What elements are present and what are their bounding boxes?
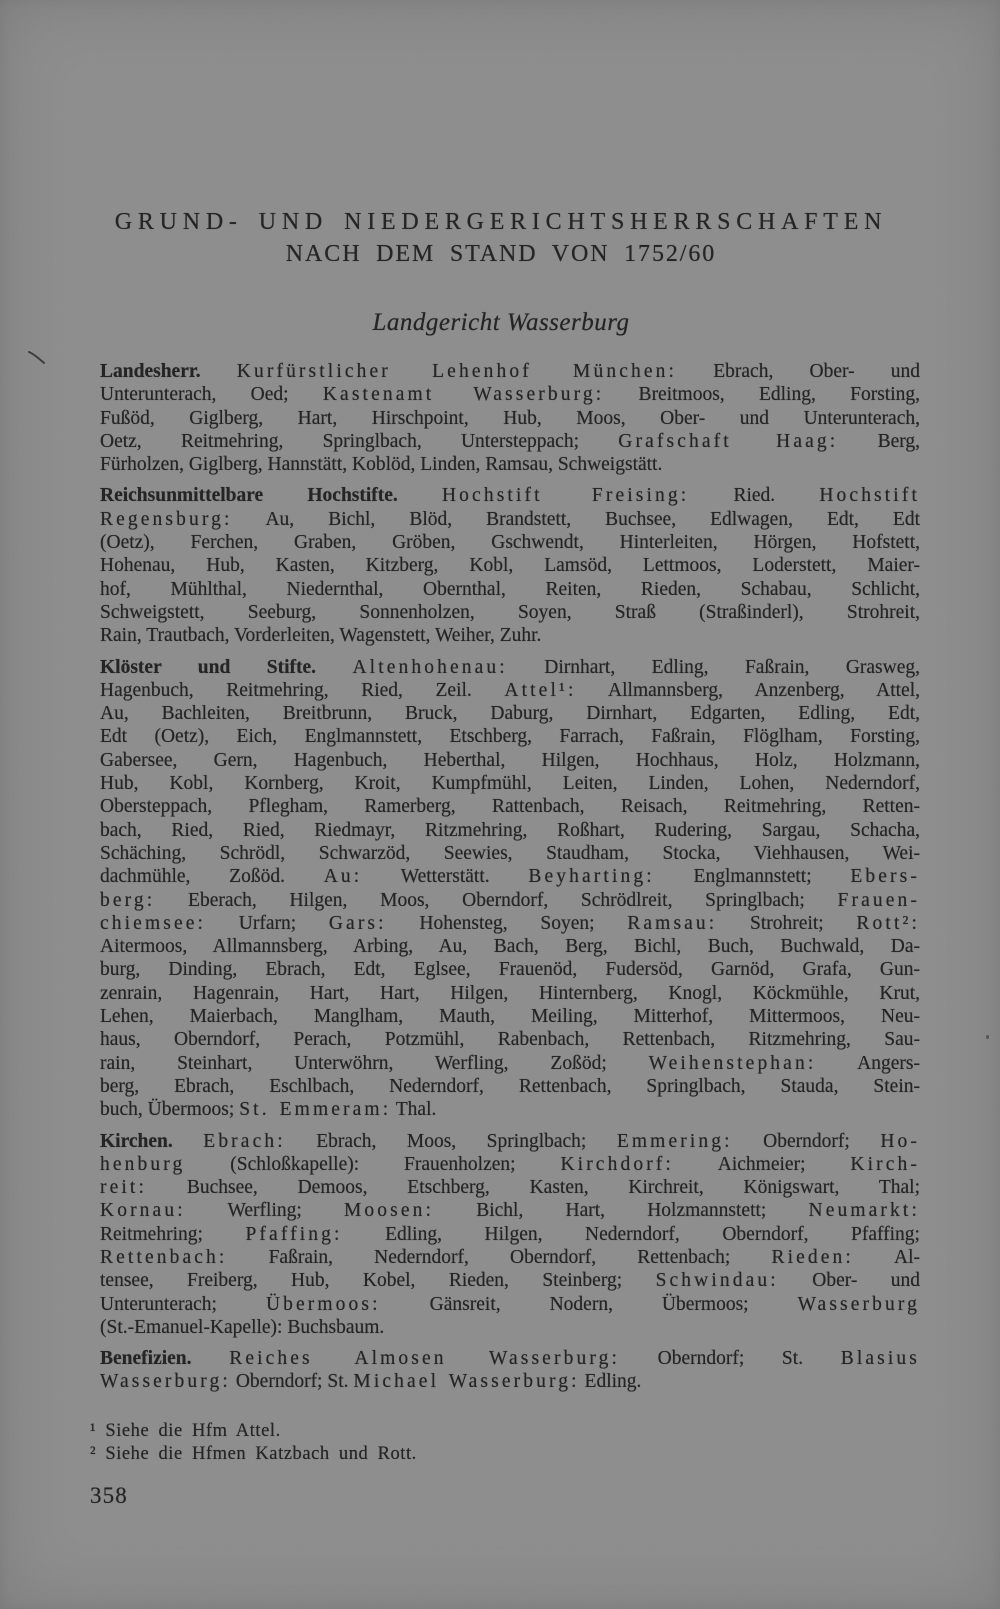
- text-segment: Wetterstätt.: [362, 866, 529, 888]
- text-segment: Au, Bichl, Blöd, Brandstett, Buchsee, Edlwagen, Edt, Edt: [232, 508, 920, 530]
- text-line: [100, 1028, 920, 1051]
- text-segment: Allmannsberg, Anzenberg, Attel,: [576, 679, 921, 701]
- text-segment: Reiches Almosen Wasserburg:: [229, 1348, 620, 1370]
- text-segment: Thal.: [391, 1099, 437, 1121]
- text-line: [100, 1153, 920, 1176]
- text-segment: Hub, Kobl, Kornberg, Kroit, Kumpfmühl, Leiten, Linden, Lohen, Nederndorf,: [100, 773, 920, 795]
- text-segment: Reichsunmittelbare Hochstifte.: [100, 485, 398, 507]
- section-title: Landgericht Wasserburg: [372, 309, 630, 336]
- text-segment: Hagenbuch, Reitmehring, Ried, Zeil.: [100, 679, 505, 701]
- text-segment: Kornau:: [100, 1200, 186, 1222]
- text-segment: Gänsreit, Nodern, Übermoos;: [380, 1293, 798, 1315]
- text-segment: berg:: [100, 889, 156, 911]
- text-line: [100, 912, 920, 935]
- text-line: [100, 554, 920, 577]
- text-segment: berg, Ebrach, Eschlbach, Nederndorf, Rettenbach, Springlbach, Stauda, Stein-: [100, 1075, 920, 1097]
- text-segment: chiemsee:: [100, 912, 207, 934]
- text-segment: Au, Bachleiten, Breitbrunn, Bruck, Daburg, Dirnhart, Edgarten, Edling, Edt,: [100, 703, 920, 725]
- text-line: [100, 531, 920, 554]
- text-segment: hof, Mühlthal, Niedernthal, Obernthal, Reiten, Rieden, Schabau, Schlicht,: [100, 578, 920, 600]
- text-segment: Buchsee, Demoos, Etschberg, Kasten, Kirchreit, Königswart, Thal;: [147, 1177, 920, 1199]
- text-line: [100, 656, 920, 679]
- text-segment: Hochstift: [819, 485, 920, 507]
- paragraph-benefizien: [100, 1347, 920, 1394]
- footnotes: [90, 1420, 920, 1466]
- text-segment: Wasserburg: [797, 1293, 920, 1315]
- text-segment: Obersteppach, Pflegham, Ramerberg, Rattenbach, Reisach, Reitmehring, Retten-: [100, 796, 920, 818]
- footnote: ² Siehe die Hfmen Katzbach und Rott.: [90, 1443, 417, 1464]
- text-segment: Werfling;: [185, 1200, 344, 1222]
- text-segment: Bichl, Hart, Holzmannstett;: [434, 1200, 809, 1222]
- text-line: [100, 1269, 920, 1292]
- text-segment: Reitmehring;: [100, 1223, 246, 1245]
- text-segment: Blasius: [840, 1348, 920, 1370]
- chapter-title-line-1: GRUND- UND NIEDERGERICHTSHERRSCHAFTEN: [114, 209, 888, 235]
- text-line: [100, 453, 920, 476]
- text-line: [100, 772, 920, 795]
- text-segment: Strohreit;: [717, 912, 857, 934]
- text-line: [100, 1370, 920, 1393]
- text-line: [100, 1005, 920, 1028]
- text-segment: (Schloßkapelle): Frauenholzen;: [185, 1153, 561, 1175]
- text-segment: Lehen, Maierbach, Manglham, Mauth, Meiling, Mitterhof, Mittermoos, Neu-: [100, 1006, 920, 1028]
- text-segment: Hohenau, Hub, Kasten, Kitzberg, Kobl, Lamsöd, Lettmoos, Loderstett, Maier-: [100, 555, 920, 577]
- text-line: [100, 624, 920, 647]
- text-segment: Moosen:: [343, 1200, 435, 1222]
- text-segment: [201, 361, 237, 382]
- body-text: [100, 360, 920, 1394]
- text-line: [100, 360, 920, 383]
- text-segment: Schweigstett, Seeburg, Sonnenholzen, Soyen, Straß (Straßinderl), Strohreit,: [100, 601, 920, 623]
- text-line: [100, 430, 920, 453]
- text-line: [100, 749, 920, 772]
- text-segment: Urfarn;: [206, 912, 329, 934]
- text-segment: Berg,: [838, 430, 920, 452]
- text-segment: zenrain, Hagenrain, Hart, Hart, Hilgen, Hinternberg, Knogl, Köckmühle, Krut,: [100, 982, 920, 1004]
- text-segment: burg, Dinding, Ebrach, Edt, Eglsee, Frauenöd, Fudersöd, Garnöd, Grafa, Gun-: [100, 959, 920, 981]
- text-segment: reit:: [100, 1177, 148, 1199]
- text-line: [100, 725, 920, 748]
- text-segment: St. Emmeram:: [239, 1099, 392, 1121]
- text-segment: Rain, Trautbach, Vorderleiten, Wagenstett, Weiher, Zuhr.: [100, 625, 542, 647]
- text-segment: Übermoos:: [265, 1293, 381, 1315]
- paragraph-kirchen: [100, 1130, 920, 1340]
- text-line: [100, 1075, 920, 1098]
- text-segment: Edling, Hilgen, Nederndorf, Oberndorf, Pfaffing;: [342, 1223, 920, 1245]
- text-segment: Al-: [853, 1246, 920, 1268]
- text-segment: Ried.: [689, 485, 820, 507]
- text-segment: [173, 1131, 204, 1152]
- text-segment: Unterunterach;: [100, 1293, 266, 1315]
- text-segment: Gars:: [328, 912, 387, 934]
- pen-mark: [27, 350, 49, 366]
- text-line: [100, 484, 920, 507]
- text-segment: (St.-Emanuel-Kapelle): Buchsbaum.: [100, 1316, 385, 1338]
- text-line: [100, 1223, 920, 1246]
- text-segment: Altenhohenau:: [352, 656, 508, 678]
- text-segment: Ebrach:: [203, 1130, 286, 1152]
- text-segment: Fürholzen, Giglberg, Hannstätt, Koblöd, Linden, Ramsau, Schweigstätt.: [100, 454, 663, 476]
- text-line: [100, 819, 920, 842]
- text-segment: Hochstift Freising:: [441, 485, 690, 507]
- text-segment: Aitermoos, Allmannsberg, Arbing, Au, Bach, Berg, Bichl, Buch, Buchwald, Da-: [100, 936, 920, 958]
- text-segment: Attel¹:: [504, 679, 577, 701]
- text-line: [100, 889, 920, 912]
- text-segment: Schwindau:: [655, 1270, 779, 1292]
- text-line: [100, 601, 920, 624]
- text-segment: Hohensteg, Soyen;: [386, 912, 628, 934]
- text-line: [100, 1316, 920, 1339]
- text-segment: Benefizien.: [100, 1348, 192, 1370]
- text-segment: Frauen-: [837, 889, 920, 911]
- text-segment: Eberach, Hilgen, Moos, Oberndorf, Schrödlreit, Springlbach;: [155, 889, 838, 911]
- text-line: [100, 1130, 920, 1153]
- text-line: [100, 1176, 920, 1199]
- paragraph-landesherr: [100, 360, 920, 476]
- text-line: [100, 1347, 920, 1370]
- text-segment: Edt (Oetz), Eich, Englmannstett, Etschberg, Farrach, Faßrain, Flöglham, Forsting,: [100, 726, 920, 748]
- text-segment: tensee, Freiberg, Hub, Kobel, Rieden, Steinberg;: [100, 1270, 656, 1292]
- text-segment: Faßrain, Nederndorf, Oberndorf, Rettenbach;: [227, 1246, 772, 1268]
- text-segment: Wasserburg:: [100, 1371, 231, 1393]
- text-line: [100, 679, 920, 702]
- page-header: [82, 206, 920, 339]
- text-segment: Landesherr.: [100, 361, 201, 382]
- text-segment: Grafschaft Haag:: [618, 430, 839, 452]
- text-line: [100, 795, 920, 818]
- text-segment: Klöster und Stifte.: [100, 656, 317, 678]
- text-segment: haus, Oberndorf, Perach, Potzmühl, Rabenbach, Rettenbach, Ritzmehring, Sau-: [100, 1029, 920, 1051]
- text-line: [100, 1293, 920, 1316]
- text-segment: Rieden:: [771, 1246, 854, 1268]
- text-segment: Neumarkt:: [808, 1200, 920, 1222]
- ink-speck: [986, 1035, 989, 1039]
- text-segment: dachmühle, Zoßöd.: [100, 866, 324, 888]
- text-segment: Oberndorf; St.: [230, 1371, 354, 1393]
- text-segment: Regensburg:: [100, 508, 233, 530]
- text-segment: Ramsau:: [627, 912, 718, 934]
- text-segment: Unterunterach, Oed;: [100, 384, 323, 406]
- text-line: [100, 508, 920, 531]
- text-segment: Oberndorf;: [732, 1130, 881, 1152]
- text-segment: Kastenamt Wasserburg:: [322, 384, 605, 406]
- text-segment: rain, Steinhart, Unterwöhrn, Werfling, Zoßöd;: [100, 1052, 649, 1074]
- text-segment: Dirnhart, Edling, Faßrain, Grasweg,: [507, 656, 921, 678]
- text-segment: Gabersee, Gern, Hagenbuch, Heberthal, Hilgen, Hochhaus, Holz, Holzmann,: [100, 749, 920, 771]
- text-segment: Breitmoos, Edling, Forsting,: [604, 384, 920, 406]
- text-line: [100, 935, 920, 958]
- text-segment: bach, Ried, Ried, Riedmayr, Ritzmehring, Roßhart, Rudering, Sargau, Schacha,: [100, 819, 920, 841]
- text-segment: Kirchen.: [100, 1130, 173, 1152]
- text-segment: Michael Wasserburg:: [353, 1371, 580, 1393]
- text-segment: Ebrach, Ober- und: [677, 361, 920, 382]
- text-segment: Rott²:: [856, 912, 920, 934]
- paragraph-kloester-und-stifte: [100, 656, 920, 1122]
- text-segment: Aichmeier;: [673, 1153, 851, 1175]
- text-segment: [398, 485, 442, 506]
- text-segment: Beyharting:: [528, 866, 655, 888]
- chapter-title-line-2: NACH DEM STAND VON 1752/60: [285, 241, 717, 267]
- text-segment: henburg: [100, 1153, 186, 1175]
- footnote: ¹ Siehe die Hfm Attel.: [90, 1420, 281, 1441]
- text-line: [100, 407, 920, 430]
- text-segment: Kirch-: [850, 1153, 920, 1175]
- text-segment: Emmering:: [616, 1130, 733, 1152]
- text-line: [100, 1098, 920, 1121]
- text-line: [100, 958, 920, 981]
- text-segment: Kirchdorf:: [560, 1153, 674, 1175]
- text-line: [100, 842, 920, 865]
- text-segment: Rettenbach:: [100, 1246, 228, 1268]
- text-line: [100, 383, 920, 406]
- text-segment: Kurfürstlicher Lehenhof München:: [236, 361, 678, 382]
- text-segment: [316, 657, 352, 678]
- text-segment: Edling.: [579, 1371, 642, 1393]
- text-line: [100, 578, 920, 601]
- text-segment: Ober- und: [778, 1270, 921, 1292]
- paragraph-reichsunmittelbare-hochstifte: [100, 484, 920, 647]
- text-segment: Ho-: [880, 1130, 921, 1152]
- page-number: 358: [90, 1482, 128, 1508]
- text-segment: Weihenstephan:: [648, 1052, 817, 1074]
- text-line: [100, 865, 920, 888]
- text-line: [100, 1052, 920, 1075]
- text-line: [100, 1199, 920, 1222]
- text-segment: Schäching, Schrödl, Schwarzöd, Seewies, Staudham, Stocka, Viehhausen, Wei-: [100, 842, 920, 864]
- text-column: [90, 0, 921, 1509]
- text-segment: Au:: [323, 866, 363, 888]
- text-segment: Ebrach, Moos, Springlbach;: [285, 1130, 617, 1152]
- text-segment: [192, 1348, 230, 1369]
- text-line: [100, 1246, 920, 1269]
- text-segment: Oberndorf; St.: [619, 1348, 841, 1370]
- text-segment: Englmannstett;: [654, 866, 851, 888]
- text-line: [100, 702, 920, 725]
- text-segment: Angers-: [816, 1052, 920, 1074]
- text-segment: Fußöd, Giglberg, Hart, Hirschpoint, Hub, Moos, Ober- und Unterunterach,: [100, 407, 920, 429]
- text-line: [100, 982, 920, 1005]
- text-segment: (Oetz), Ferchen, Graben, Gröben, Gschwendt, Hinterleiten, Hörgen, Hofstett,: [100, 532, 920, 554]
- text-segment: buch, Übermoos;: [100, 1099, 240, 1121]
- text-segment: Ebers-: [850, 866, 920, 888]
- text-segment: Pfaffing:: [245, 1223, 343, 1245]
- text-segment: Oetz, Reitmehring, Springlbach, Untersteppach;: [100, 430, 619, 452]
